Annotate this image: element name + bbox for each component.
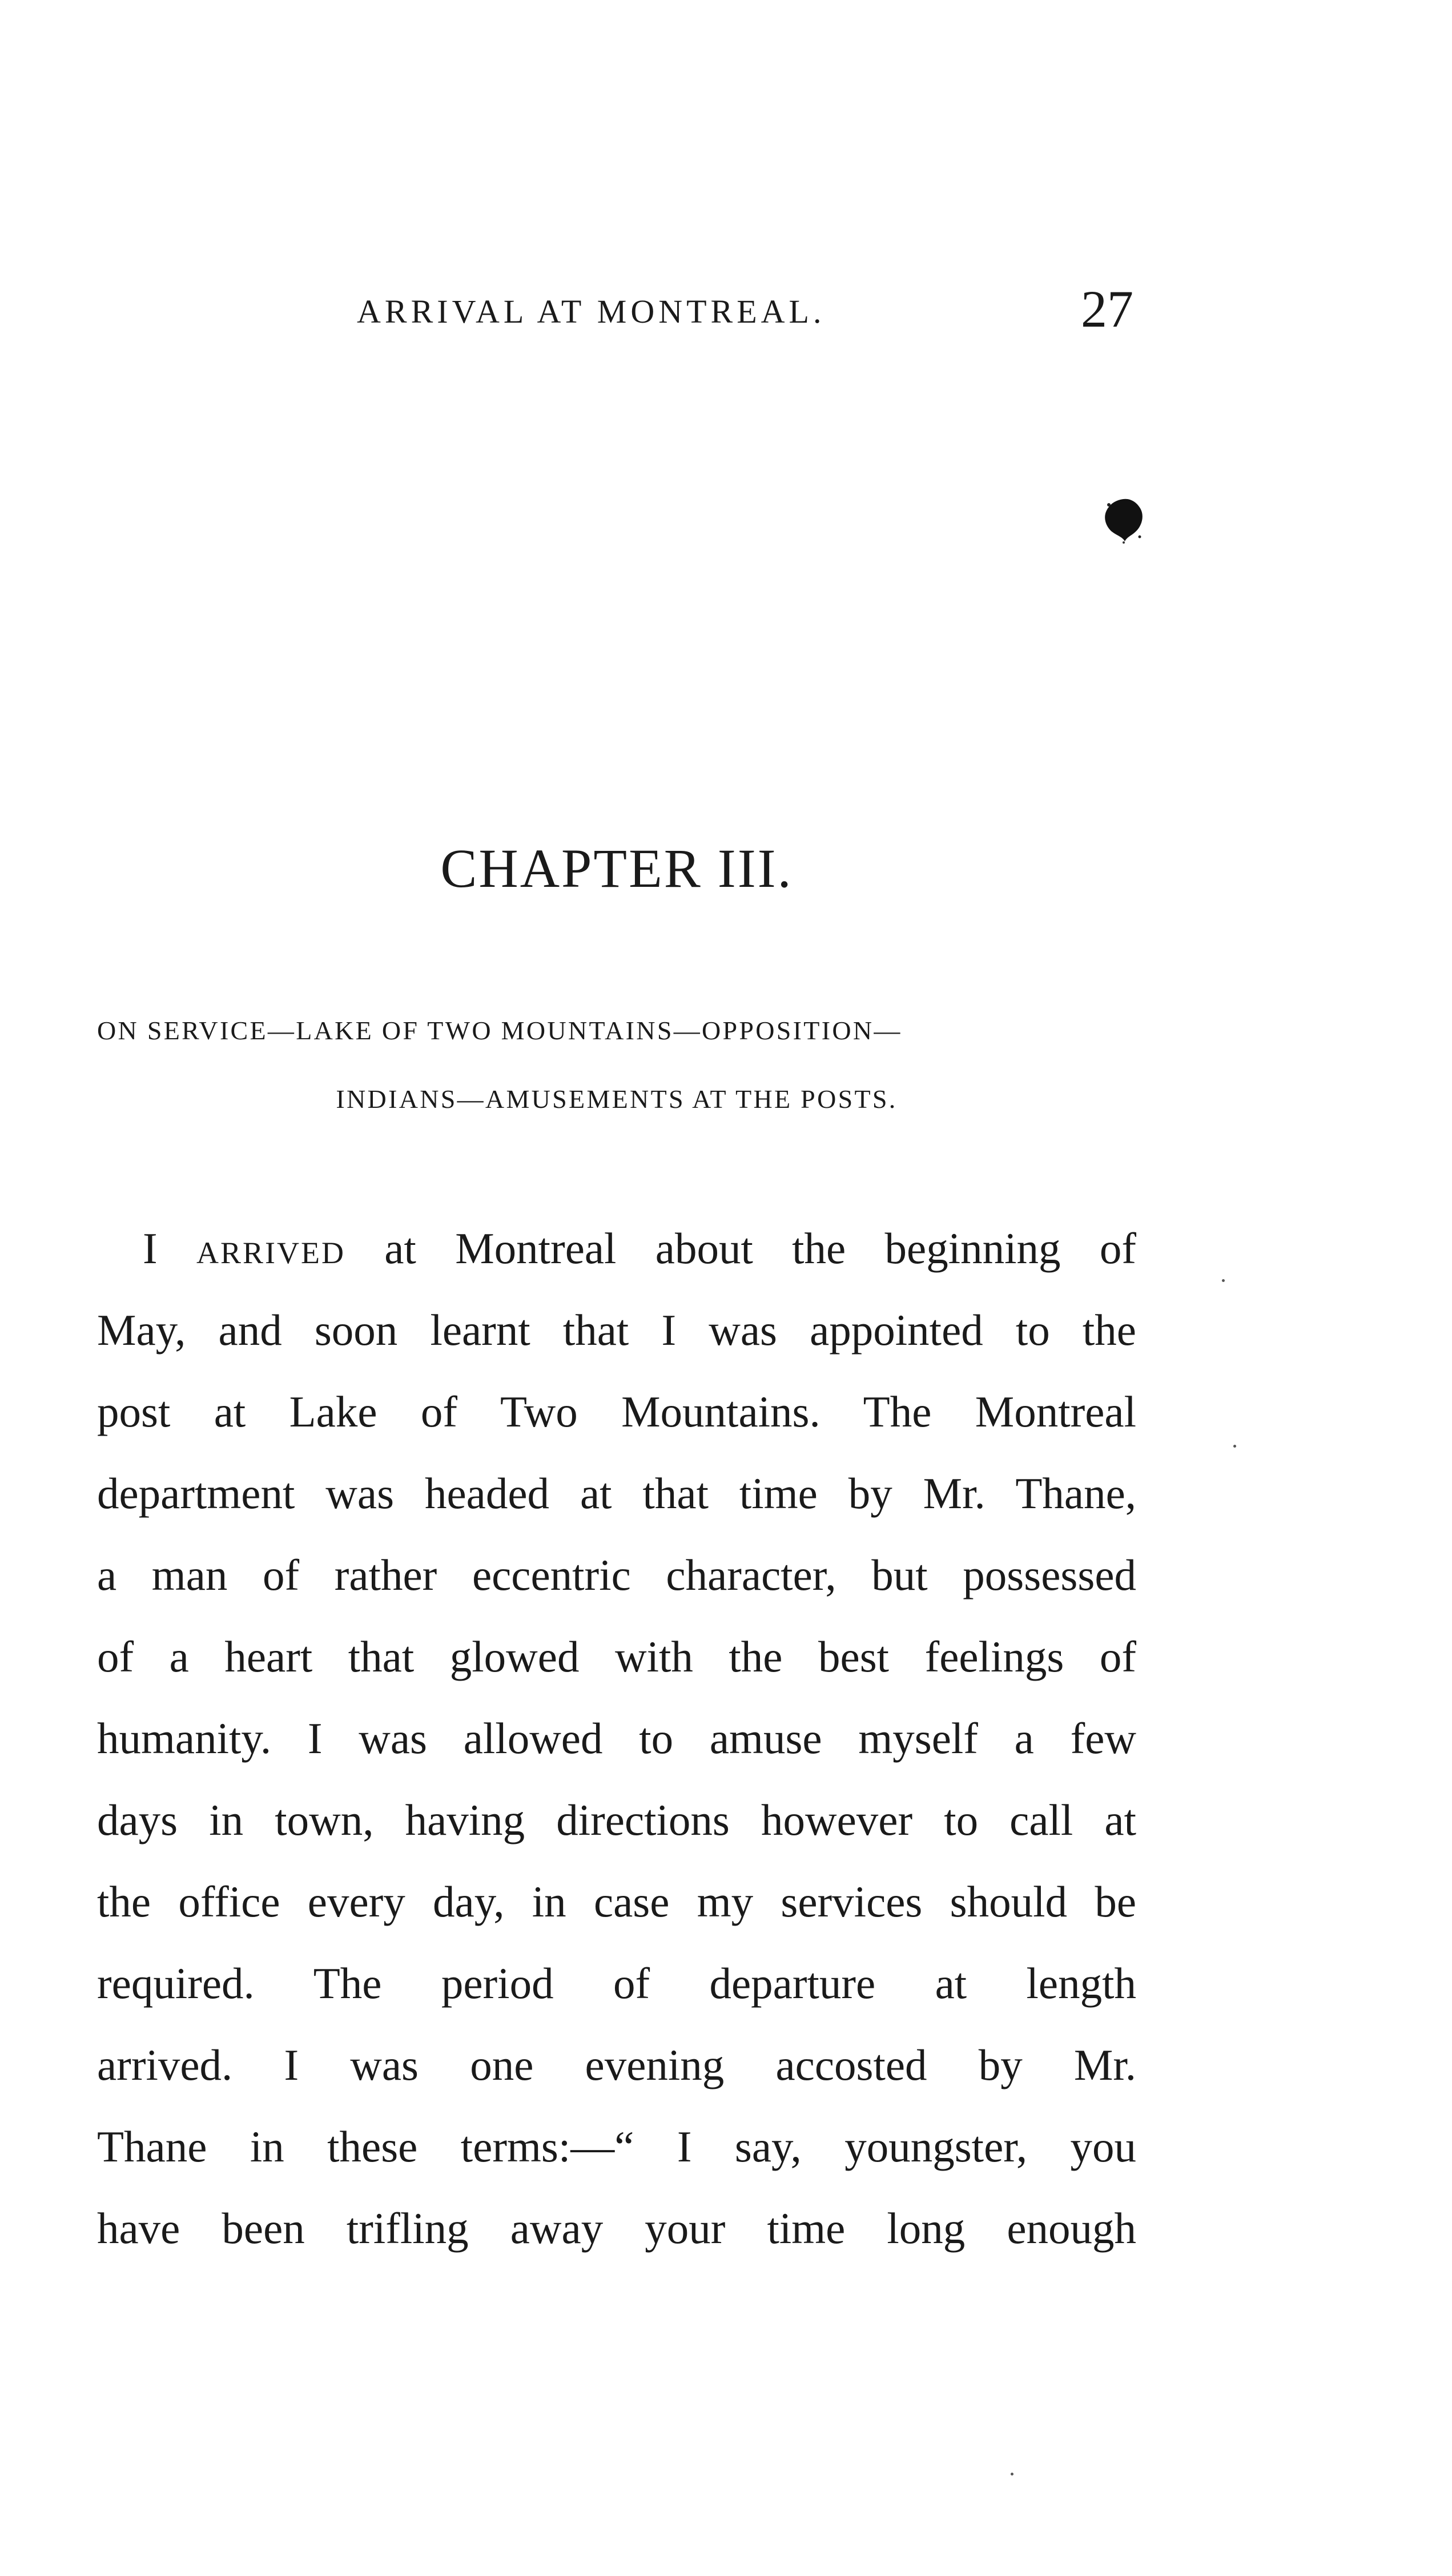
chapter-summary-line: ON SERVICE—LAKE OF TWO MOUNTAINS—OPPOSITION— (97, 1016, 902, 1045)
paper-speck (1233, 1445, 1236, 1448)
chapter-title: CHAPTER III. (440, 838, 793, 899)
body-line: Thane in these terms:—“ I say, youngster, you (97, 2122, 1136, 2171)
body-line: a man of rather eccentric character, but possessed (97, 1550, 1136, 1600)
opening-smallcaps-word: arrived (196, 1224, 345, 1273)
running-title: ARRIVAL AT MONTREAL. (357, 293, 826, 330)
paper-speck (1222, 1279, 1225, 1282)
body-line: May, and soon learnt that I was appointed to the (97, 1305, 1136, 1355)
body-line: days in town, having directions however to call at (97, 1795, 1136, 1844)
chapter-summary (97, 996, 1136, 1134)
body-line: required. The period of departure at length (97, 1959, 1136, 2008)
body-line: of a heart that glowed with the best feelings of (97, 1632, 1136, 1681)
body-line: have been trifling away your time long enough (97, 2204, 1136, 2253)
ink-blot-mark (1102, 497, 1144, 544)
page-number: 27 (1081, 280, 1133, 338)
body-line: humanity. I was allowed to amuse myself a few (97, 1714, 1136, 1763)
body-line: department was headed at that time by Mr. Thane, (97, 1469, 1136, 1518)
body-line: arrived. I was one evening accosted by Mr. (97, 2040, 1136, 2089)
opening-initial: I (143, 1224, 196, 1273)
body-text (97, 1208, 1136, 2269)
body-line: post at Lake of Two Mountains. The Montreal (97, 1387, 1136, 1436)
running-head (357, 280, 1133, 343)
paper-speck (1011, 2473, 1013, 2475)
body-line-rest: at Montreal about the beginning of (345, 1224, 1136, 1273)
chapter-summary-line: INDIANS—AMUSEMENTS AT THE POSTS. (336, 1084, 898, 1114)
body-line: the office every day, in case my services should be (97, 1877, 1136, 1926)
body-line-first (97, 1208, 1136, 1289)
